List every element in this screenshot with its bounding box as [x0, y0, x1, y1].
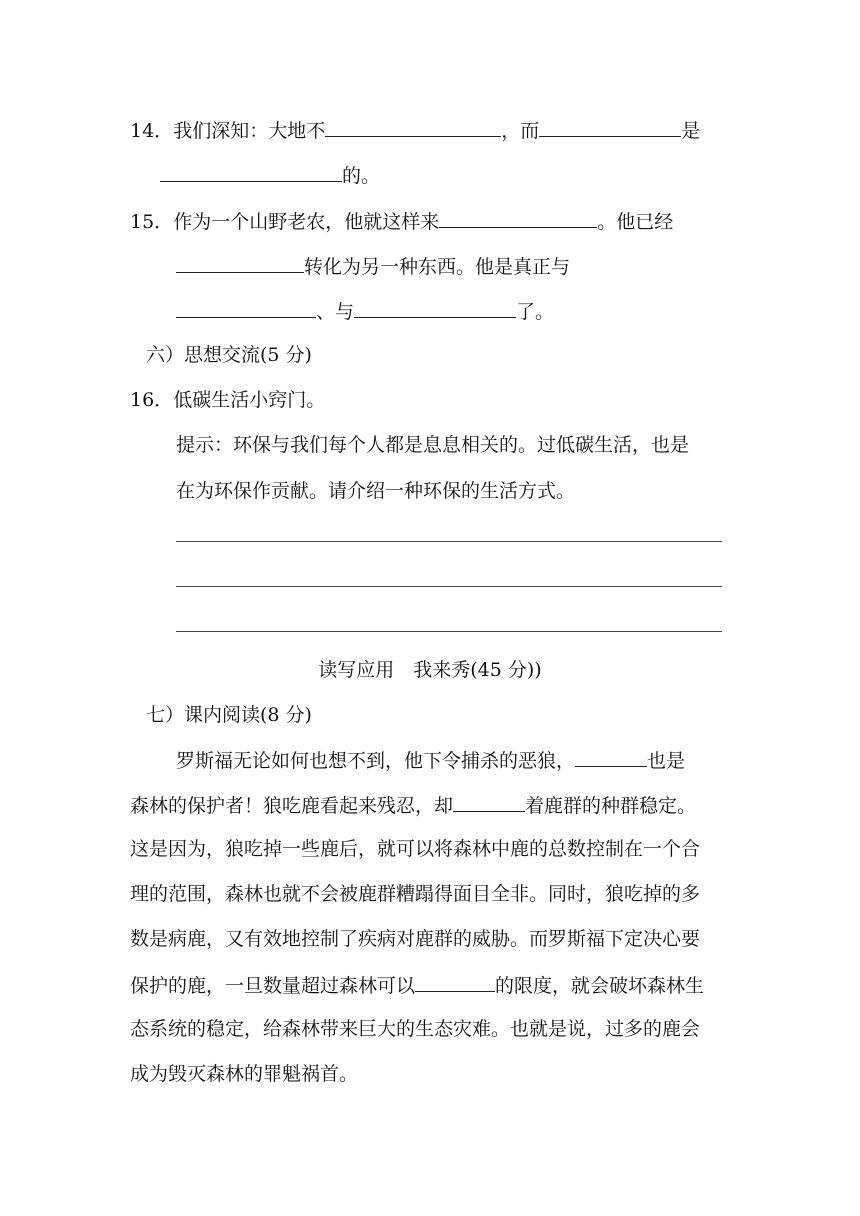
passage-text: 也是 [647, 750, 686, 772]
passage-blank-2[interactable] [453, 791, 525, 812]
passage-line-4: 理的范围，森林也就不会被鹿群糟蹋得面目全非。同时，狼吃掉的多 [130, 883, 701, 905]
q15-number: 15． [130, 211, 174, 233]
passage-text: 罗斯福无论如何也想不到，他下令捕杀的恶狼， [176, 750, 576, 772]
q15-text-a: 作为一个山野老农，他就这样来 [173, 211, 440, 233]
passage-text: 森林的保护者！狼吃鹿看起来残忍，却 [130, 795, 454, 817]
q15-line-3 [176, 297, 554, 325]
q14-blank-3[interactable] [160, 161, 342, 182]
q15-blank-1[interactable] [439, 207, 597, 228]
q14-number: 14． [130, 120, 174, 142]
passage-text: 着鹿群的种群稳定。 [525, 795, 697, 817]
passage-blank-1[interactable] [575, 746, 647, 767]
q16-hint-line-2: 在为环保作贡献。请介绍一种环保的生活方式。 [176, 480, 576, 502]
part-heading: 读写应用 我来秀(45 分)) [318, 659, 542, 681]
q15-text-d: 、与 [316, 301, 355, 323]
q16-title-line [130, 387, 325, 413]
q15-text-e: 了。 [516, 301, 555, 323]
q14-text-c: 是 [681, 120, 701, 142]
q15-line-1 [130, 207, 673, 235]
passage-text: 的限度，就会破坏森林生 [495, 975, 705, 997]
q15-text-c: 转化为另一种东西。他是真正与 [304, 256, 571, 278]
passage-line-7: 态系统的稳定，给森林带来巨大的生态灾难。也就是说，过多的鹿会 [130, 1018, 701, 1040]
q14-text-a: 我们深知：大地不 [173, 120, 326, 142]
q14-line-2 [160, 161, 380, 189]
q14-blank-1[interactable] [325, 116, 501, 137]
passage-line-5: 数是病鹿，又有效地控制了疾病对鹿群的威胁。而罗斯福下定决心要 [130, 928, 701, 950]
q14-blank-2[interactable] [539, 116, 681, 137]
passage-line-1 [176, 746, 685, 774]
answer-line-2[interactable] [176, 586, 722, 587]
passage-line-8: 成为毁灭森林的罪魁祸首。 [130, 1063, 359, 1085]
q14-text-d: 的。 [342, 165, 381, 187]
q14-text-b: ，而 [501, 120, 540, 142]
passage-line-2 [130, 791, 696, 819]
q15-blank-4[interactable] [354, 297, 516, 318]
q14-line-1 [130, 116, 700, 144]
q16-number: 16． [130, 389, 174, 411]
answer-line-1[interactable] [176, 541, 722, 542]
q15-line-2 [176, 252, 570, 280]
q15-blank-3[interactable] [176, 297, 316, 318]
answer-line-3[interactable] [176, 631, 722, 632]
section-7-title: 七）课内阅读(8 分) [146, 704, 312, 726]
q16-title: 低碳生活小窍门。 [173, 389, 326, 411]
q16-hint-line-1: 提示：环保与我们每个人都是息息相关的。过低碳生活，也是 [176, 434, 690, 456]
q15-blank-2[interactable] [176, 252, 304, 273]
passage-line-3: 这是因为，狼吃掉一些鹿后，就可以将森林中鹿的总数控制在一个合 [130, 838, 701, 860]
section-6-title: 六）思想交流(5 分) [146, 344, 312, 366]
passage-text: 保护的鹿，一旦数量超过森林可以 [130, 975, 416, 997]
passage-line-6 [130, 971, 704, 999]
passage-blank-3[interactable] [415, 971, 495, 992]
q15-text-b: 。他已经 [597, 211, 674, 233]
